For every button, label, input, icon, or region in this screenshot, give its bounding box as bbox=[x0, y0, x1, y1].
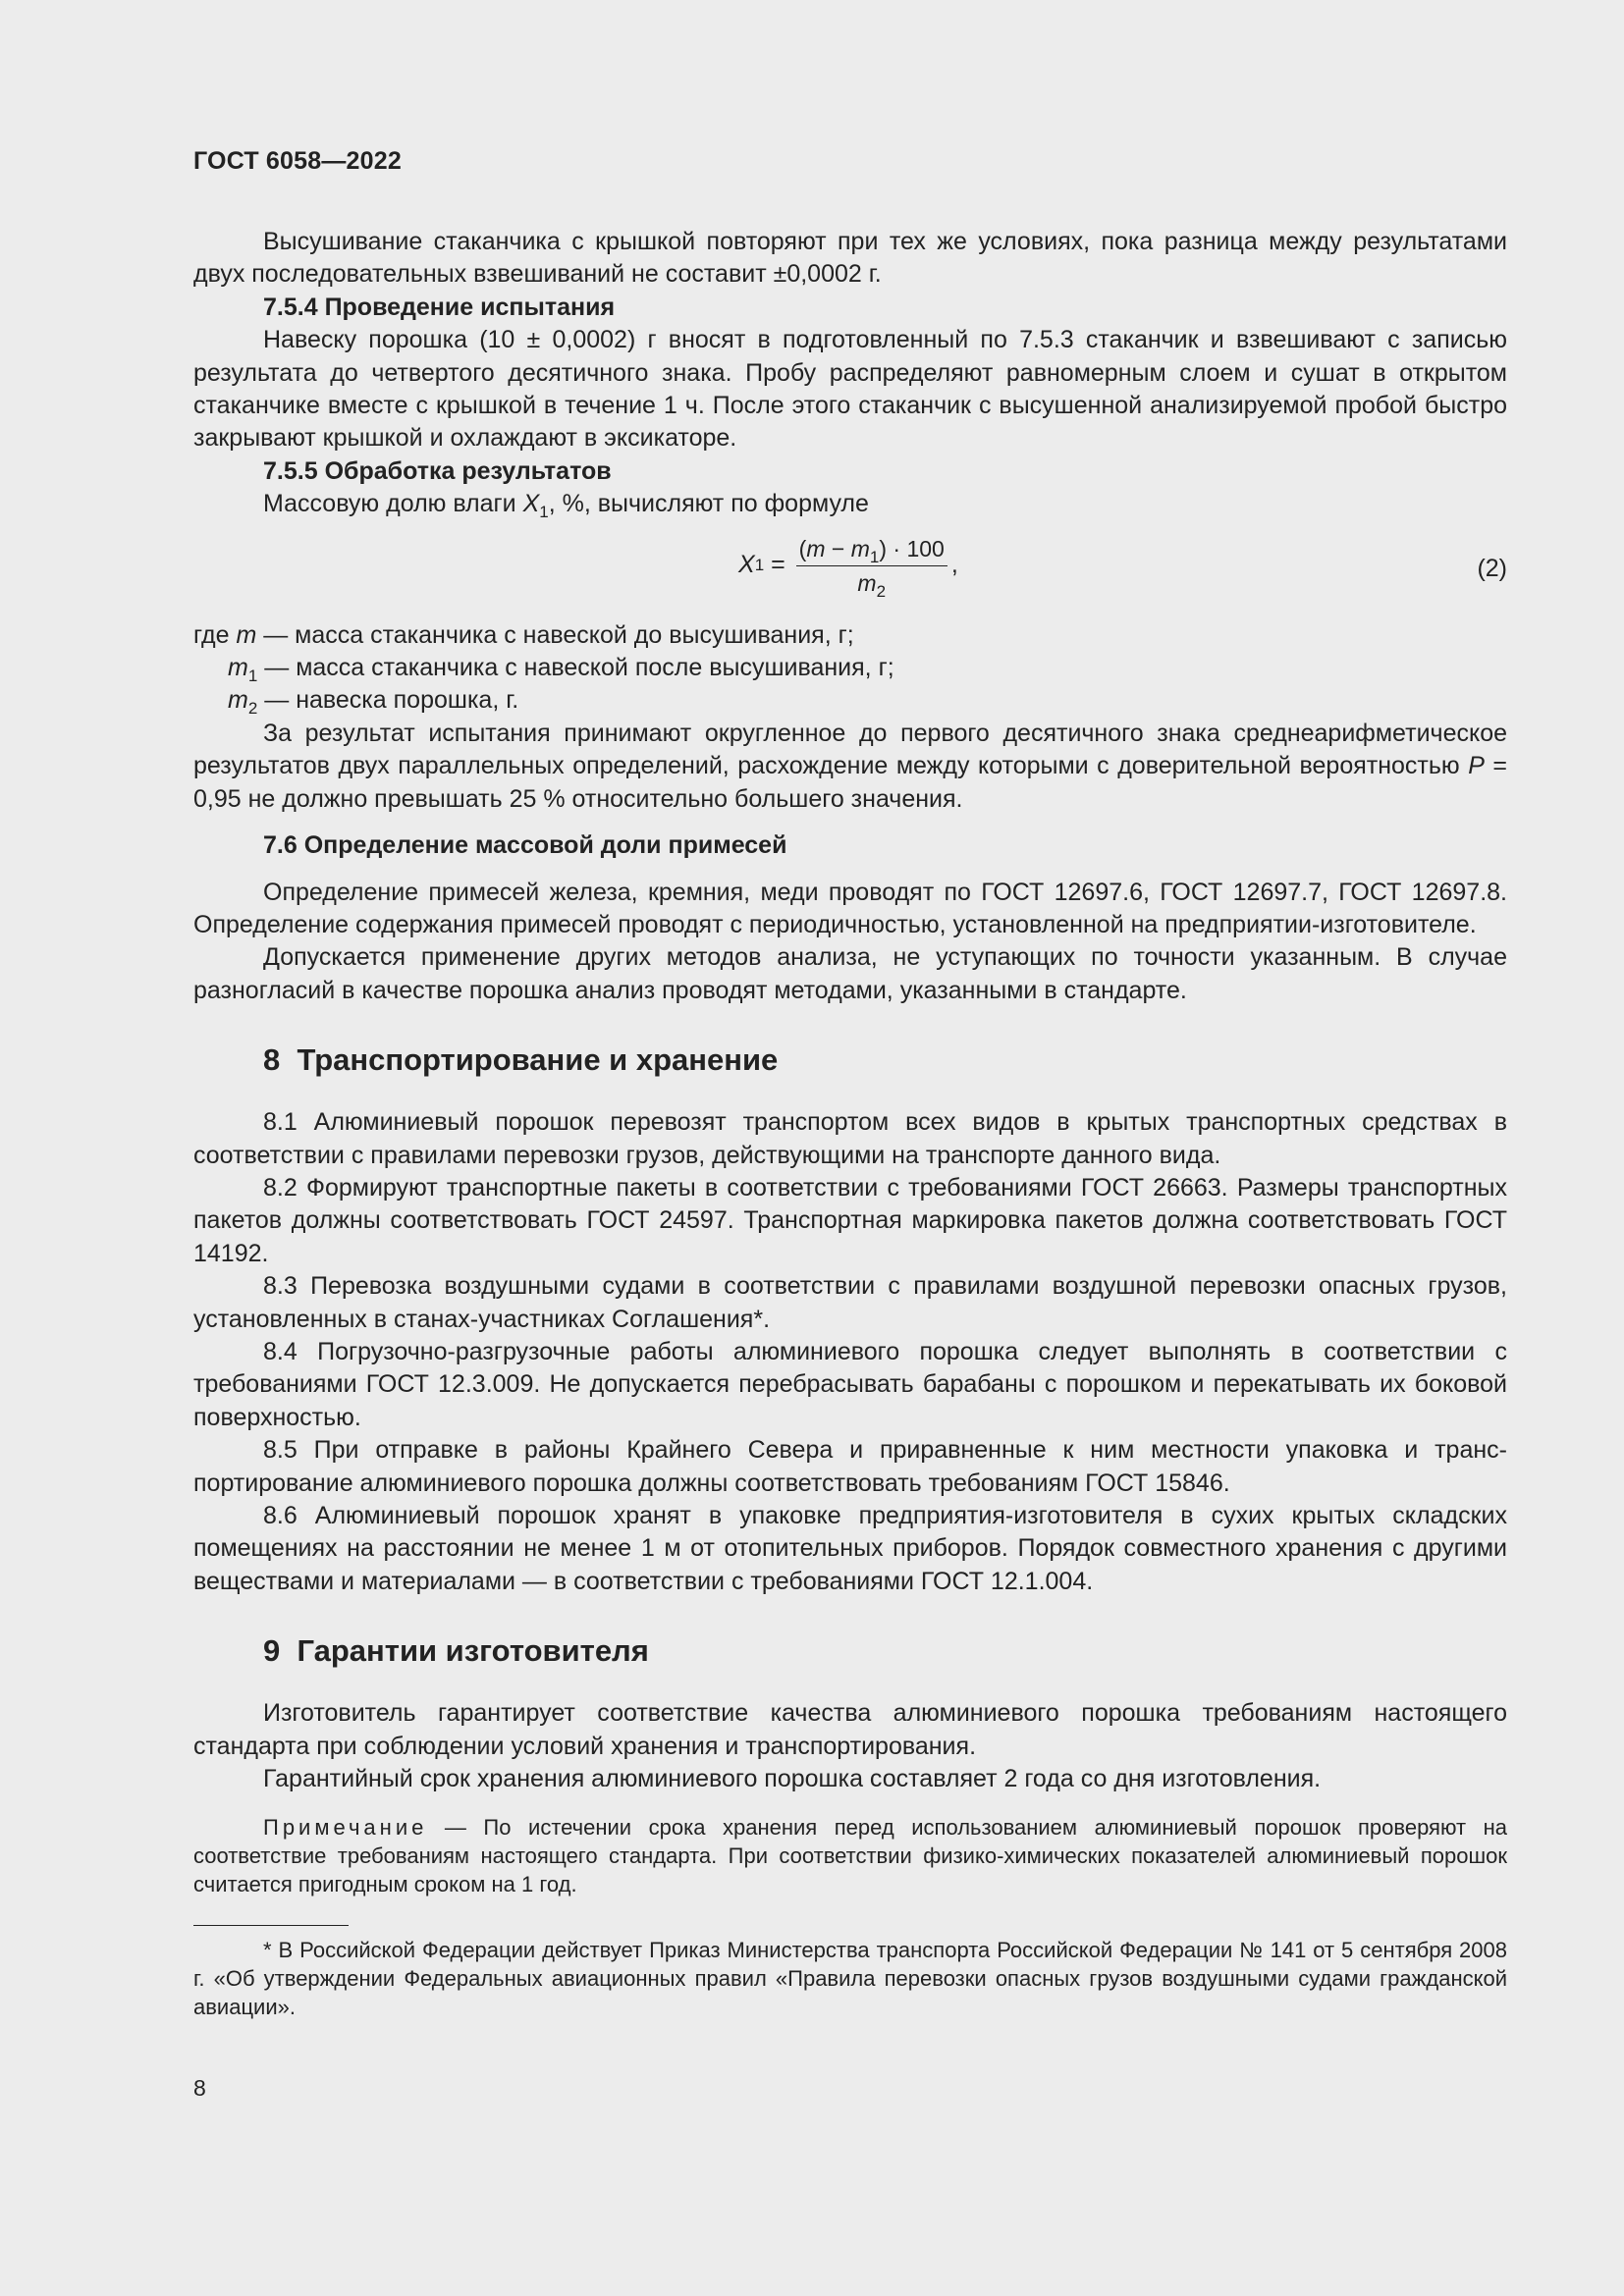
formula-block bbox=[193, 531, 1507, 608]
variable-x: X bbox=[522, 490, 540, 518]
page-content bbox=[193, 226, 1507, 2021]
formula-fraction bbox=[796, 535, 947, 601]
item-8-6: 8.6 Алюминиевый порошок хранят в упаковке предприятия-изготовителя в сухих крытых складских помещениях на расстоянии не менее 1 м от отопительных приборов. Порядок совместного хранения с другими веществами и материалами — в соответствии с требованиями ГОСТ 12.1.004. bbox=[193, 1502, 1507, 1595]
paragraph-7-5-3-tail: Высушивание стаканчика с крышкой повторяют при тех же условиях, пока разница между результатами двух последовательных взвешиваний не составит ±0,0002 г. bbox=[193, 228, 1507, 289]
item-8-1: 8.1 Алюминиевый порошок перевозят транспортом всех видов в крытых транспортных средствах в соответствии с правилами перевозки грузов, действующими на транспорте данного вида. bbox=[193, 1108, 1507, 1169]
legend-m: где m — масса стаканчика с навеской до высушивания, г; bbox=[193, 620, 854, 649]
document-header: ГОСТ 6058—2022 bbox=[193, 147, 402, 175]
section-9-heading: 9 Гарантии изготовителя bbox=[263, 1633, 649, 1669]
fraction-denominator: $m_2$ bbox=[857, 569, 887, 601]
formula-intro: Массовую долю влаги $X_1$, %, вычисляют по формуле bbox=[263, 490, 869, 522]
footnote: * В Российской Федерации действует Приказ Министерства транспорта Российской Федерации № 141 от 5 сентября 2008 г. «Об утверждении Федеральных авиационных правил «Правила перевозки опасных грузов воздушными судами гражданской авиации». bbox=[193, 1938, 1507, 2020]
subsection-number: 7.5.4 bbox=[263, 293, 318, 321]
paragraph-7-6-2: Допускается применение других методов анализа, не уступающих по точности указанным. В случае разногласий в качестве порошка анализ проводят методами, указанными в стандарте. bbox=[193, 943, 1507, 1004]
paragraph-result: За результат испытания принимают округленное до первого десятичного знака среднеарифметическое результатов двух параллельных определений, расхождение между которыми с доверительной вероятностью P = 0,95 не должно превышать 25 % относительно большего значения. bbox=[193, 719, 1507, 813]
legend-m1: $m_1$ — масса стаканчика с навеской после высушивания, г; bbox=[228, 654, 894, 686]
subsection-title: Определение массовой доли примесей bbox=[303, 831, 787, 860]
subsection-7-6-heading bbox=[193, 829, 1507, 862]
subsection-7-5-5-heading bbox=[193, 455, 1507, 488]
subsection-title: Обработка результатов bbox=[324, 456, 612, 485]
subsection-number: 7.6 bbox=[263, 831, 298, 860]
section-8-heading: 8 Транспортирование и хранение bbox=[263, 1042, 779, 1078]
paragraph-9-2: Гарантийный срок хранения алюминиевого порошка составляет 2 года со дня изготовления. bbox=[263, 1765, 1322, 1793]
note bbox=[193, 1813, 1507, 1898]
item-8-4: 8.4 Погрузочно-разгрузочные работы алюминиевого порошка следует выполнять в соответствии с требованиями ГОСТ 12.3.009. Не допускается перебрасывать барабаны с порошком и перекатывать их боковой поверхностью. bbox=[193, 1337, 1507, 1431]
note-label: Примечание bbox=[263, 1815, 428, 1841]
subsection-title: Проведение испытания bbox=[324, 293, 616, 321]
item-8-3: 8.3 Перевозка воздушными судами в соответствии с правилами воздушной перевозки опасных грузов, установленных в станах-участниках Соглашения*. bbox=[193, 1272, 1507, 1333]
page-number: 8 bbox=[193, 2075, 206, 2101]
legend-m2: $m_2$ — навеска порошка, г. bbox=[228, 686, 519, 719]
paragraph-9-1: Изготовитель гарантирует соответствие качества алюминиевого порошка требованиям настоящего стандарта при соблюдении условий хранения и транспортирования. bbox=[193, 1699, 1507, 1760]
paragraph-7-6-1: Определение примесей железа, кремния, меди проводят по ГОСТ 12697.6, ГОСТ 12697.7, ГОСТ 12697.8. Определение содержания примесей проводят с периодичностью, установленной на предприятии-изготовителе. bbox=[193, 878, 1507, 938]
subsection-number: 7.5.5 bbox=[263, 456, 318, 485]
formula-2: X 1 = $\frac{(m - m_1) \cdot 100}{m_2}$ , bbox=[738, 535, 958, 601]
note-text: — По истечении срока хранения перед использованием алюминиевый порошок проверяют на соответствие требованиям настоящего стандарта. При соответствии физико-химических показателей алюминиевый порошок считается пригодным сроком на 1 год. bbox=[193, 1815, 1507, 1897]
paragraph-7-5-4: Навеску порошка (10 ± 0,0002) г вносят в подготовленный по 7.5.3 стаканчик и взвешивают с записью результата до четвертого десятичного знака. Пробу распределяют равномерным слоем и сушат в открытом стаканчике вместе с крышкой в течение 1 ч. После этого стаканчик с высушенной анализируемой пробой быстро закрывают крышкой и охлаждают в эксикаторе. bbox=[193, 326, 1507, 453]
fraction-numerator: $(m - m_1) \cdot 100$ bbox=[796, 535, 947, 566]
item-8-2: 8.2 Формируют транспортные пакеты в соответствии с требованиями ГОСТ 26663. Размеры транспортных пакетов должны соответствовать ГОСТ 24597. Транспортная маркировка пакетов должна соответствовать ГОСТ 14192. bbox=[193, 1173, 1507, 1267]
subsection-7-5-4-heading bbox=[193, 292, 1507, 324]
formula-number: (2) bbox=[1477, 554, 1507, 582]
footnote-separator bbox=[193, 1925, 349, 1926]
item-8-5: 8.5 При отправке в районы Крайнего Севера и приравненные к ним местности упаковка и транспортирование алюминиевого порошка должны соответствовать требованиям ГОСТ 15846. bbox=[193, 1436, 1507, 1497]
